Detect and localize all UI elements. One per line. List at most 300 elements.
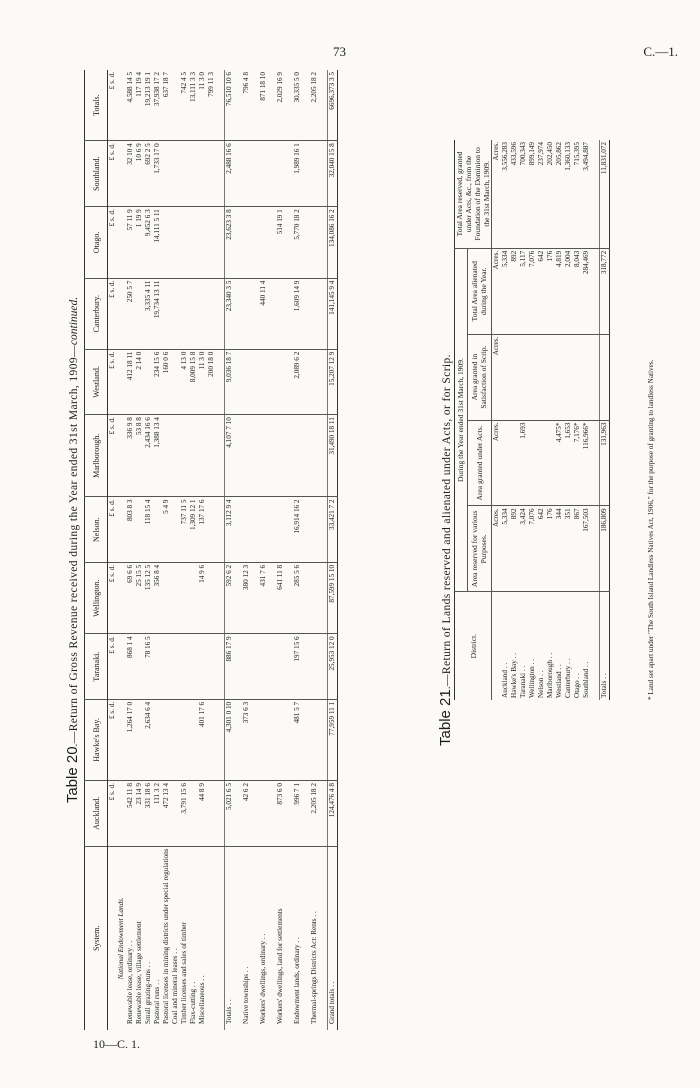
t20-units-9: £ s. d. bbox=[108, 141, 118, 207]
t20-spacer-1-3 bbox=[234, 634, 242, 699]
t20-after-row-3-cell-6 bbox=[293, 415, 302, 497]
t21-row-4-cell-1: 642 bbox=[537, 506, 546, 592]
t20-after-row-3-cell-1: 996 7 1 bbox=[293, 781, 302, 846]
t21-totals-cell-5: 11,831,072 bbox=[600, 140, 610, 248]
t20-spacer-3-11 bbox=[268, 70, 276, 141]
t21-row-1-cell-4: 892 bbox=[510, 248, 519, 334]
t20-spacer-4-5 bbox=[285, 497, 293, 562]
t21-row-5-cell-2 bbox=[546, 420, 555, 506]
t20-spacer-5-3 bbox=[302, 634, 310, 699]
t20-header-9: Otago. bbox=[85, 207, 108, 278]
t20-spacer-2-2 bbox=[251, 699, 259, 780]
t20-after-row-3-cell-11: 30,335 5 0 bbox=[293, 70, 302, 141]
t20-spacer-2-4 bbox=[251, 562, 259, 633]
t20-row-0-cell-5: 803 8 3 bbox=[126, 497, 135, 562]
t21-row-3-cell-2 bbox=[528, 420, 537, 506]
t21-row-4 bbox=[537, 140, 546, 700]
t20-header-11: Totals. bbox=[85, 70, 108, 141]
t20-row-9-cell-2 bbox=[207, 699, 216, 780]
t20-row-1-cell-1: 23 14 9 bbox=[135, 781, 144, 846]
t20-after-row-3-cell-0: Endowment lands, ordinary . . bbox=[293, 937, 301, 1024]
t20-row-6-cell-1: 3,791 15 6 bbox=[180, 781, 189, 846]
t20-after-row-0-cell-0: Native townships . . bbox=[242, 966, 250, 1024]
t20-grand-row bbox=[328, 70, 338, 1030]
t21-row-1-cell-3 bbox=[510, 334, 519, 420]
t21-row-9-cell-2: 116,966* bbox=[582, 420, 591, 506]
t20-after-row-4-cell-2 bbox=[310, 699, 319, 780]
t21-row-7-cell-2: 1,653 bbox=[564, 420, 573, 506]
t20-after-row-0-cell-5 bbox=[242, 497, 251, 562]
table20-label: Table 20 bbox=[64, 746, 81, 804]
t20-category-blank-5 bbox=[117, 497, 126, 562]
t20-grand-row-cell-4: 87,599 15 10 bbox=[328, 562, 338, 633]
t20-row-2-cell-1: 331 18 6 bbox=[144, 781, 153, 846]
t21-row-8-cell-5: 715,395 bbox=[573, 140, 582, 248]
table21-title-text: .—Return of Lands reserved and alienated under Acts, or for Scrip. bbox=[441, 354, 453, 690]
t21-row-8 bbox=[573, 140, 582, 700]
t20-grand-row-cell-2: 77,959 11 1 bbox=[328, 699, 338, 780]
t20-after-row-1-cell-7 bbox=[259, 349, 268, 414]
t20-row-3-cell-4: 356 8 4 bbox=[153, 562, 162, 633]
t20-spacer-5 bbox=[302, 70, 310, 1030]
t20-category-blank-11 bbox=[117, 70, 126, 141]
t20-spacer-5-11 bbox=[302, 70, 310, 141]
t20-spacer-1-0 bbox=[234, 846, 242, 1030]
t20-spacer-3-5 bbox=[268, 497, 276, 562]
t20-row-3-cell-10: 1,733 17 0 bbox=[153, 141, 162, 207]
t21-totals-row bbox=[600, 140, 610, 700]
t20-spacer-3-9 bbox=[268, 207, 276, 278]
t20-spacer-1-11 bbox=[234, 70, 242, 141]
t20-spacer-9-9 bbox=[319, 207, 328, 278]
t20-spacer-4 bbox=[285, 70, 293, 1030]
t20-spacer-0-6 bbox=[216, 415, 225, 497]
t20-after-row-0-cell-2: 373 6 3 bbox=[242, 699, 251, 780]
t20-row-1-cell-4: 25 15 5 bbox=[135, 562, 144, 633]
t20-row-9-cell-5 bbox=[207, 497, 216, 562]
t20-after-row-2-cell-5 bbox=[276, 497, 285, 562]
t21-row-3-cell-1: 7,076 bbox=[528, 506, 537, 592]
t20-totals-row-cell-9: 23,623 3 8 bbox=[225, 207, 235, 278]
t20-row-8-cell-4: 14 9 6 bbox=[198, 562, 207, 633]
t21-header-reserved: Area reserved for various Purposes. bbox=[467, 506, 491, 592]
t20-units-7: £ s. d. bbox=[108, 278, 118, 349]
t20-after-row-4-cell-0: Thermal-springs Districts Act: Rents . . bbox=[310, 911, 318, 1024]
t21-row-3 bbox=[528, 140, 537, 700]
t20-units-blank bbox=[108, 846, 118, 1030]
t20-after-row-0-cell-4: 380 12 3 bbox=[242, 562, 251, 633]
t20-row-9-cell-3 bbox=[207, 634, 216, 699]
t21-row-7-cell-5: 1,360,133 bbox=[564, 140, 573, 248]
t20-units-1: £ s. d. bbox=[108, 699, 118, 780]
t20-row-7-cell-10 bbox=[189, 141, 198, 207]
t20-spacer-2-8 bbox=[251, 278, 259, 349]
t21-units-row bbox=[492, 140, 502, 700]
t20-row-6-cell-5: 737 11 5 bbox=[180, 497, 189, 562]
t20-row-9-cell-10 bbox=[207, 141, 216, 207]
t20-grand-row-cell-6: 31,490 18 11 bbox=[328, 415, 338, 497]
t21-row-8-cell-0: Otago . . bbox=[573, 673, 581, 698]
t21-row-8-cell-1: 867 bbox=[573, 506, 582, 592]
t20-after-row-1-cell-9 bbox=[259, 207, 268, 278]
t20-header-10: Southland. bbox=[85, 141, 108, 207]
t20-spacer-3-4 bbox=[268, 562, 276, 633]
t20-after-row-2-cell-6 bbox=[276, 415, 285, 497]
t20-category-blank-4 bbox=[117, 562, 126, 633]
t20-row-7-cell-2 bbox=[189, 699, 198, 780]
t20-row-2-cell-2: 2,634 6 4 bbox=[144, 699, 153, 780]
t20-after-row-2-cell-7 bbox=[276, 349, 285, 414]
t20-after-row-2-cell-2 bbox=[276, 699, 285, 780]
t20-row-2-cell-5: 118 15 4 bbox=[144, 497, 153, 562]
t20-row-5-cell-2 bbox=[171, 699, 180, 780]
t20-spacer-4-9 bbox=[285, 207, 293, 278]
t20-after-row-2-cell-9: 514 19 1 bbox=[276, 207, 285, 278]
t21-row-7-cell-4: 2,004 bbox=[564, 248, 573, 334]
t20-spacer-9-3 bbox=[319, 634, 328, 699]
t20-row-2-cell-4: 135 12 5 bbox=[144, 562, 153, 633]
t20-units-8: £ s. d. bbox=[108, 207, 118, 278]
footer-mark: 10—C. 1. bbox=[93, 1037, 141, 1051]
t20-spacer-9-1 bbox=[319, 781, 328, 846]
t20-after-row-4-cell-3 bbox=[310, 634, 319, 699]
t20-after-row-0-cell-6 bbox=[242, 415, 251, 497]
t20-row-8-cell-11: 11 3 0 bbox=[198, 70, 207, 141]
t20-row-1-cell-3 bbox=[135, 634, 144, 699]
t20-after-row-2-cell-3 bbox=[276, 634, 285, 699]
t20-row-1-cell-6: 53 8 8 bbox=[135, 415, 144, 497]
t20-row-6-cell-11: 742 4 5 bbox=[180, 70, 189, 141]
t20-row-7-cell-3 bbox=[189, 634, 198, 699]
t20-row-0-cell-2: 1,264 17 0 bbox=[126, 699, 135, 780]
t20-spacer-2-6 bbox=[251, 415, 259, 497]
t21-row-6-cell-5: 205,862 bbox=[555, 140, 564, 248]
t20-totals-row-cell-10: 2,488 16 6 bbox=[225, 141, 235, 207]
t20-after-row-3-cell-9: 5,770 18 2 bbox=[293, 207, 302, 278]
t20-header-7: Westland. bbox=[85, 349, 108, 414]
t21-row-4-cell-5: 237,974 bbox=[537, 140, 546, 248]
t20-spacer-5-10 bbox=[302, 141, 310, 207]
t20-header-1: Auckland. bbox=[85, 781, 108, 846]
t20-spacer-4-11 bbox=[285, 70, 293, 141]
t20-header-8: Canterbury. bbox=[85, 278, 108, 349]
t20-row-6 bbox=[180, 70, 189, 1030]
t20-row-1-cell-10: 10 6 9 bbox=[135, 141, 144, 207]
t20-row-1-cell-0: Renewable lease, village settlement bbox=[135, 921, 143, 1024]
t20-row-7 bbox=[189, 70, 198, 1030]
t21-row-8-cell-3 bbox=[573, 334, 582, 420]
t21-row-5 bbox=[546, 140, 555, 700]
t21-row-6-cell-1: 344 bbox=[555, 506, 564, 592]
t20-spacer-2-9 bbox=[251, 207, 259, 278]
t21-header-total-reserved: Total Area reserved, granted under Acts, &c., from the Foundation of the Dominion to the 31st March, 1909. bbox=[455, 140, 492, 248]
t20-header-6: Marlborough. bbox=[85, 415, 108, 497]
t20-spacer-2 bbox=[251, 70, 259, 1030]
t21-row-9-cell-3 bbox=[582, 334, 591, 420]
t20-row-1-cell-5 bbox=[135, 497, 144, 562]
t21-row-6-cell-2: 4,475* bbox=[555, 420, 564, 506]
t20-row-3-cell-3 bbox=[153, 634, 162, 699]
t20-after-row-0-cell-11: 796 4 8 bbox=[242, 70, 251, 141]
t20-row-8-cell-9 bbox=[198, 207, 207, 278]
t20-after-row-3-cell-10: 1,989 16 1 bbox=[293, 141, 302, 207]
t20-spacer-0-5 bbox=[216, 497, 225, 562]
t20-totals-row bbox=[225, 70, 235, 1030]
t21-spacer-5 bbox=[591, 140, 600, 248]
t21-units-4: Acres. bbox=[492, 140, 502, 248]
t20-spacer-4-4 bbox=[285, 562, 293, 633]
t20-totals-row-cell-4: 592 6 2 bbox=[225, 562, 235, 633]
page-number: 73 bbox=[333, 44, 346, 59]
t20-row-7-cell-8 bbox=[189, 278, 198, 349]
t20-after-row-1 bbox=[259, 70, 268, 1030]
t20-row-8-cell-10 bbox=[198, 141, 207, 207]
t20-units-5: £ s. d. bbox=[108, 415, 118, 497]
t20-spacer-5-6 bbox=[302, 415, 310, 497]
t20-row-3-cell-1: 111 3 2 bbox=[153, 781, 162, 846]
t20-after-row-4-cell-8 bbox=[310, 278, 319, 349]
t20-row-5-cell-1 bbox=[171, 781, 180, 846]
t20-row-0-cell-4: 69 6 6 bbox=[126, 562, 135, 633]
t20-spacer-5-7 bbox=[302, 349, 310, 414]
t20-spacer-2-5 bbox=[251, 497, 259, 562]
t20-after-row-4-cell-7 bbox=[310, 349, 319, 414]
t20-grand-row-cell-7: 15,207 12 9 bbox=[328, 349, 338, 414]
t20-row-0-cell-10: 32 10 4 bbox=[126, 141, 135, 207]
t20-totals-row-cell-6: 4,107 7 10 bbox=[225, 415, 235, 497]
t21-row-7-cell-3 bbox=[564, 334, 573, 420]
t20-row-5-cell-11 bbox=[171, 70, 180, 141]
t21-row-0-cell-1: 5,334 bbox=[501, 506, 510, 592]
t20-spacer-1-10 bbox=[234, 141, 242, 207]
t20-row-5-cell-7 bbox=[171, 349, 180, 414]
t21-row-3-cell-5: 899,149 bbox=[528, 140, 537, 248]
t20-row-3-cell-11: 37,938 17 2 bbox=[153, 70, 162, 141]
t20-spacer-0-8 bbox=[216, 278, 225, 349]
t21-totals-cell-0: Totals . . bbox=[600, 592, 610, 700]
t21-units-1: Acres. bbox=[492, 420, 502, 506]
t20-after-row-1-cell-5 bbox=[259, 497, 268, 562]
t20-row-8-cell-6 bbox=[198, 415, 207, 497]
t21-row-9-cell-4: 284,469 bbox=[582, 248, 591, 334]
t20-category-blank-8 bbox=[117, 278, 126, 349]
t20-spacer-9-5 bbox=[319, 497, 328, 562]
t21-totals-cell-1: 186,809 bbox=[600, 506, 610, 592]
t21-row-4-cell-2 bbox=[537, 420, 546, 506]
table21-title bbox=[437, 70, 454, 1030]
t20-row-3 bbox=[153, 70, 162, 1030]
t20-row-9-cell-8 bbox=[207, 278, 216, 349]
t20-row-4-cell-8 bbox=[162, 278, 171, 349]
t20-grand-row-cell-9: 134,086 16 2 bbox=[328, 207, 338, 278]
t20-after-row-1-cell-3 bbox=[259, 634, 268, 699]
t20-spacer-1-4 bbox=[234, 562, 242, 633]
t21-row-0-cell-2 bbox=[501, 420, 510, 506]
t20-totals-row-cell-3: 886 17 9 bbox=[225, 634, 235, 699]
t20-row-9-cell-9 bbox=[207, 207, 216, 278]
t21-row-0 bbox=[501, 140, 510, 700]
t20-spacer-4-8 bbox=[285, 278, 293, 349]
t20-totals-row-cell-0: Totals . . bbox=[225, 846, 235, 1030]
t20-spacer-4-3 bbox=[285, 634, 293, 699]
t20-row-4-cell-3 bbox=[162, 634, 171, 699]
t21-row-8-cell-2: 7,176* bbox=[573, 420, 582, 506]
t20-row-2-cell-6: 2,434 16 6 bbox=[144, 415, 153, 497]
t21-header-granted-scrip: Area granted in Satisfaction of Scrip. bbox=[467, 334, 491, 420]
t20-after-row-4-cell-1: 2,205 18 2 bbox=[310, 781, 319, 846]
t20-spacer-5-0 bbox=[302, 846, 310, 1030]
t20-row-5-cell-4 bbox=[171, 562, 180, 633]
t21-spacer bbox=[591, 140, 600, 700]
t20-after-row-0-cell-1: 42 6 2 bbox=[242, 781, 251, 846]
t20-row-2-cell-9: 9,452 6 3 bbox=[144, 207, 153, 278]
t20-row-7-cell-7: 8,009 15 8 bbox=[189, 349, 198, 414]
t20-row-2-cell-11: 19,213 19 1 bbox=[144, 70, 153, 141]
t20-row-5-cell-3 bbox=[171, 634, 180, 699]
t20-row-0 bbox=[126, 70, 135, 1030]
t21-row-4-cell-4: 642 bbox=[537, 248, 546, 334]
t20-row-1-cell-9: 1 19 9 bbox=[135, 207, 144, 278]
t20-row-7-cell-9 bbox=[189, 207, 198, 278]
t21-row-5-cell-0: Marlborough . . bbox=[546, 652, 554, 698]
t21-spacer-2 bbox=[591, 420, 600, 506]
t20-spacer-0-7 bbox=[216, 349, 225, 414]
t21-group-header: During the Year ended 31st March, 1909. bbox=[455, 248, 468, 592]
t20-spacer-1 bbox=[234, 70, 242, 1030]
t20-row-9-cell-1 bbox=[207, 781, 216, 846]
t20-after-row-3-cell-2: 481 5 7 bbox=[293, 699, 302, 780]
t20-spacer-2-7 bbox=[251, 349, 259, 414]
t20-totals-row-cell-7: 9,036 18 7 bbox=[225, 349, 235, 414]
t20-row-5-cell-8 bbox=[171, 278, 180, 349]
t20-row-4-cell-1: 472 13 4 bbox=[162, 781, 171, 846]
t20-after-row-2-cell-11: 2,029 16 9 bbox=[276, 70, 285, 141]
t20-spacer-5-8 bbox=[302, 278, 310, 349]
t20-row-4-cell-10 bbox=[162, 141, 171, 207]
t20-spacer-5-9 bbox=[302, 207, 310, 278]
t20-spacer-1-5 bbox=[234, 497, 242, 562]
t20-row-7-cell-11: 13,111 3 3 bbox=[189, 70, 198, 141]
t20-after-row-4-cell-4 bbox=[310, 562, 319, 633]
rotated-content bbox=[62, 70, 662, 1030]
t21-row-2-cell-5: 700,343 bbox=[519, 140, 528, 248]
t20-spacer-4-2 bbox=[285, 699, 293, 780]
t20-grand-row-cell-0: Grand totals . . bbox=[328, 846, 338, 1030]
t20-row-5-cell-9 bbox=[171, 207, 180, 278]
t20-after-row-1-cell-6 bbox=[259, 415, 268, 497]
t21-row-6-cell-3 bbox=[555, 334, 564, 420]
t20-row-0-cell-9: 57 11 9 bbox=[126, 207, 135, 278]
t20-after-row-1-cell-4: 431 7 6 bbox=[259, 562, 268, 633]
t21-row-6-cell-0: Westland . . bbox=[555, 664, 563, 698]
t21-spacer-3 bbox=[591, 334, 600, 420]
t20-row-2 bbox=[144, 70, 153, 1030]
t21-row-5-cell-5: 202,450 bbox=[546, 140, 555, 248]
t20-spacer-9-11 bbox=[319, 70, 328, 141]
t20-category-blank-7 bbox=[117, 349, 126, 414]
t20-row-9-cell-11: 799 11 3 bbox=[207, 70, 216, 141]
t21-row-5-cell-1: 176 bbox=[546, 506, 555, 592]
t20-spacer-3-0 bbox=[268, 846, 276, 1030]
t20-row-3-cell-9: 14,111 5 11 bbox=[153, 207, 162, 278]
t20-spacer-2-1 bbox=[251, 781, 259, 846]
t20-after-row-2-cell-10 bbox=[276, 141, 285, 207]
t20-row-8-cell-8 bbox=[198, 278, 207, 349]
t21-row-6-cell-4: 4,819 bbox=[555, 248, 564, 334]
t20-spacer-3-7 bbox=[268, 349, 276, 414]
t20-spacer-3-10 bbox=[268, 141, 276, 207]
t21-row-1 bbox=[510, 140, 519, 700]
t20-after-row-2 bbox=[276, 70, 285, 1030]
t20-row-6-cell-8 bbox=[180, 278, 189, 349]
t20-spacer-4-7 bbox=[285, 349, 293, 414]
t21-row-9-cell-0: Southland . . bbox=[582, 661, 590, 698]
t21-spacer-1 bbox=[591, 506, 600, 592]
t20-after-row-2-cell-1: 873 6 0 bbox=[276, 781, 285, 846]
t20-spacer-4-6 bbox=[285, 415, 293, 497]
t21-row-8-cell-4: 8,043 bbox=[573, 248, 582, 334]
t20-spacer-9-2 bbox=[319, 699, 328, 780]
t20-row-1-cell-11: 117 19 4 bbox=[135, 70, 144, 141]
table21 bbox=[454, 140, 610, 700]
t20-row-7-cell-6 bbox=[189, 415, 198, 497]
t20-row-6-cell-4 bbox=[180, 562, 189, 633]
t20-spacer-1-8 bbox=[234, 278, 242, 349]
t21-row-7-cell-1: 351 bbox=[564, 506, 573, 592]
t20-row-8-cell-5: 137 17 6 bbox=[198, 497, 207, 562]
t20-row-1-cell-8 bbox=[135, 278, 144, 349]
t20-row-4-cell-9 bbox=[162, 207, 171, 278]
t20-units-3: £ s. d. bbox=[108, 562, 118, 633]
t20-spacer-0 bbox=[216, 70, 225, 1030]
t20-spacer-9-0 bbox=[319, 846, 328, 1030]
table20-title-text: .—Return of Gross Revenue received during the Year ended 31st March, 1909— bbox=[68, 345, 80, 747]
t20-spacer-3-2 bbox=[268, 699, 276, 780]
t20-after-row-0-cell-9 bbox=[242, 207, 251, 278]
t20-after-row-1-cell-0: Workers' dwellings, ordinary . . bbox=[259, 933, 267, 1024]
t20-grand-row-cell-10: 32,040 15 8 bbox=[328, 141, 338, 207]
t21-header-granted-acts: Area granted under Acts. bbox=[467, 420, 491, 506]
t20-row-4-cell-11: 637 18 7 bbox=[162, 70, 171, 141]
t20-category-blank-9 bbox=[117, 207, 126, 278]
t20-units-0: £ s. d. bbox=[108, 781, 118, 846]
t20-row-7-cell-5: 1,309 12 1 bbox=[189, 497, 198, 562]
t20-spacer-2-0 bbox=[251, 846, 259, 1030]
t20-units-row bbox=[108, 70, 118, 1030]
t20-row-9 bbox=[207, 70, 216, 1030]
t20-after-row-2-cell-4: 641 11 8 bbox=[276, 562, 285, 633]
t20-spacer-9-7 bbox=[319, 349, 328, 414]
t21-row-0-cell-3 bbox=[501, 334, 510, 420]
t20-row-6-cell-2 bbox=[180, 699, 189, 780]
t20-totals-row-cell-1: 5,021 6 5 bbox=[225, 781, 235, 846]
t20-row-8-cell-2: 401 17 6 bbox=[198, 699, 207, 780]
t20-spacer-9 bbox=[319, 70, 328, 1030]
t21-row-2-cell-0: Taranaki . . bbox=[519, 665, 527, 698]
t20-header-0: System. bbox=[85, 846, 108, 1030]
t20-row-5 bbox=[171, 70, 180, 1030]
t20-spacer-9-4 bbox=[319, 562, 328, 633]
t20-row-3-cell-6: 1,388 13 4 bbox=[153, 415, 162, 497]
t20-units-6: £ s. d. bbox=[108, 349, 118, 414]
t20-spacer-0-3 bbox=[216, 634, 225, 699]
t21-row-2-cell-3 bbox=[519, 334, 528, 420]
t20-after-row-4-cell-10 bbox=[310, 141, 319, 207]
t20-spacer-4-1 bbox=[285, 781, 293, 846]
t20-spacer-9-10 bbox=[319, 141, 328, 207]
t20-after-row-4-cell-6 bbox=[310, 415, 319, 497]
t21-row-1-cell-2 bbox=[510, 420, 519, 506]
